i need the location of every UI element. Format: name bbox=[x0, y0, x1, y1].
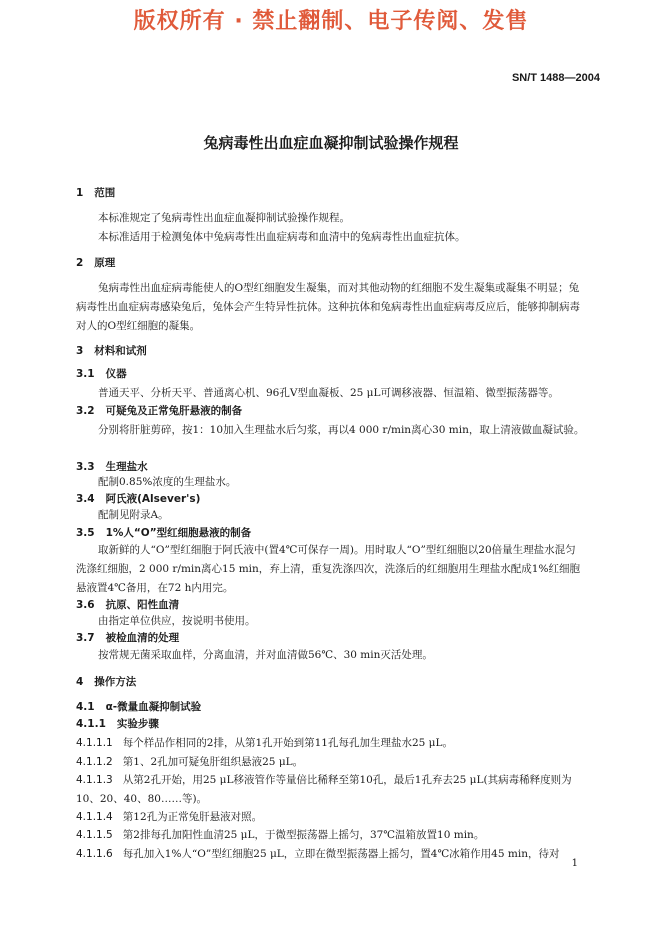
section-4-heading bbox=[76, 674, 136, 689]
step-4-1-1-2 bbox=[76, 753, 586, 772]
subsection-3-2-heading bbox=[76, 403, 242, 418]
step-number: 4.1.1.3 bbox=[76, 774, 113, 786]
subsection-4-1-heading bbox=[76, 699, 201, 714]
step-4-1-1-4 bbox=[76, 808, 586, 827]
section-1-heading bbox=[76, 185, 115, 200]
section-title: 材料和试剂 bbox=[94, 345, 147, 357]
subsection-number: 3.5 bbox=[76, 527, 95, 539]
subsection-3-1-text: 普通天平、分析天平、普通离心机、96孔V型血凝板、25 μL可调移液器、恒温箱、微型振荡器等。 bbox=[98, 387, 559, 399]
section-number: 1 bbox=[76, 187, 84, 199]
subsection-number: 3.2 bbox=[76, 405, 95, 417]
step-number: 4.1.1.2 bbox=[76, 756, 113, 768]
step-number: 4.1.1.4 bbox=[76, 811, 113, 823]
subsection-3-7-text: 按常规无菌采取血样，分离血清，并对血清做56℃、30 min灭活处理。 bbox=[98, 649, 433, 661]
page-number: 1 bbox=[571, 858, 578, 869]
section-title: 原理 bbox=[94, 257, 116, 269]
subsection-4-1-1-heading bbox=[76, 716, 159, 731]
section-title: 操作方法 bbox=[94, 676, 137, 688]
subsection-number: 4.1.1 bbox=[76, 718, 106, 730]
subsection-number: 3.1 bbox=[76, 368, 95, 380]
subsection-3-2-text: 分别将肝脏剪碎，按1：10加入生理盐水后匀浆，再以4 000 r/min离心30 min，取上清液做血凝试验。 bbox=[98, 424, 585, 436]
section-number: 3 bbox=[76, 345, 84, 357]
document-title: 兔病毒性出血症血凝抑制试验操作规程 bbox=[203, 134, 459, 152]
section-3-heading bbox=[76, 343, 147, 358]
step-4-1-1-1 bbox=[76, 734, 586, 753]
step-number: 4.1.1.1 bbox=[76, 737, 113, 749]
step-text: 每孔加入1%人“O”型红细胞25 μL，立即在微型振荡器上摇匀，置4℃冰箱作用45 min，待对 bbox=[122, 848, 560, 860]
subsection-title: 被检血清的处理 bbox=[105, 632, 180, 644]
subsection-title: α-微量血凝抑制试验 bbox=[105, 701, 202, 713]
subsection-3-5-heading bbox=[76, 525, 251, 540]
subsection-number: 3.6 bbox=[76, 599, 95, 611]
subsection-3-6-text: 由指定单位供应，按说明书使用。 bbox=[98, 615, 256, 627]
section-2-paragraph: 兔病毒性出血症病毒能使人的O型红细胞发生凝集，而对其他动物的红细胞不发生凝集或凝集不明显；兔病毒性出血症病毒感染兔后，兔体会产生特异性抗体。这种抗体和兔病毒性出血症病毒反应后，能够抑制病毒对人的O型红细胞的凝集。 bbox=[76, 282, 580, 332]
subsection-title: 生理盐水 bbox=[105, 461, 148, 473]
step-text: 每个样品作相同的2排，从第1孔开始到第11孔每孔加生理盐水25 μL。 bbox=[122, 737, 453, 749]
subsection-3-5-text: 取新鲜的人“O”型红细胞于阿氏液中(置4℃可保存一周)。用时取人“O”型红细胞以20倍量生理盐水混匀洗涤红细胞，2 000 r/min离心15 min，弃上清，重复洗涤四次，洗涤后的红细胞用生理盐水配成1%红细胞悬液置4℃备用，在72 h内用完。 bbox=[76, 544, 580, 594]
step-text: 从第2孔开始，用25 μL移液管作等量倍比稀释至第10孔，最后1孔弃去25 μL(其病毒稀释度则为10、20、40、80……等)。 bbox=[76, 774, 572, 805]
copyright-watermark: 版权所有 · 禁止翻制、电子传阅、发售 bbox=[133, 9, 529, 34]
subsection-number: 3.3 bbox=[76, 461, 95, 473]
subsection-3-1-heading bbox=[76, 366, 127, 381]
step-number: 4.1.1.5 bbox=[76, 829, 113, 841]
subsection-title: 阿氏液(Alsever's) bbox=[105, 493, 201, 505]
subsection-3-6-heading bbox=[76, 597, 179, 612]
step-4-1-1-3 bbox=[76, 771, 586, 809]
subsection-title: 可疑兔及正常兔肝悬液的制备 bbox=[105, 405, 243, 417]
document-number: SN/T 1488—2004 bbox=[511, 72, 600, 84]
section-title: 范围 bbox=[94, 187, 116, 199]
subsection-number: 3.7 bbox=[76, 632, 95, 644]
subsection-3-4-heading bbox=[76, 491, 200, 506]
subsection-number: 3.4 bbox=[76, 493, 95, 505]
step-4-1-1-6 bbox=[76, 845, 586, 864]
subsection-3-3-text: 配制0.85%浓度的生理盐水。 bbox=[98, 476, 237, 488]
step-number: 4.1.1.6 bbox=[76, 848, 113, 860]
subsection-3-3-heading bbox=[76, 459, 148, 474]
subsection-3-7-heading bbox=[76, 630, 179, 645]
subsection-title: 1%人“O”型红细胞悬液的制备 bbox=[105, 527, 252, 539]
step-text: 第1、2孔加可疑兔肝组织悬液25 μL。 bbox=[122, 756, 304, 768]
section-1-paragraph-1: 本标准规定了兔病毒性出血症血凝抑制试验操作规程。 bbox=[98, 212, 350, 224]
subsection-title: 抗原、阳性血清 bbox=[105, 599, 180, 611]
section-1-paragraph-2: 本标准适用于检测兔体中兔病毒性出血症病毒和血清中的兔病毒性出血症抗体。 bbox=[98, 231, 466, 243]
subsection-3-4-text: 配制见附录A。 bbox=[98, 509, 169, 521]
subsection-title: 实验步骤 bbox=[116, 718, 159, 730]
subsection-title: 仪器 bbox=[105, 368, 127, 380]
section-2-heading bbox=[76, 255, 115, 270]
step-text: 第2排每孔加阳性血清25 μL，于微型振荡器上摇匀，37℃温箱放置10 min。 bbox=[122, 829, 485, 841]
step-4-1-1-5 bbox=[76, 826, 586, 845]
step-text: 第12孔为正常兔肝悬液对照。 bbox=[122, 811, 263, 823]
subsection-number: 4.1 bbox=[76, 701, 95, 713]
section-number: 2 bbox=[76, 257, 84, 269]
section-number: 4 bbox=[76, 676, 84, 688]
